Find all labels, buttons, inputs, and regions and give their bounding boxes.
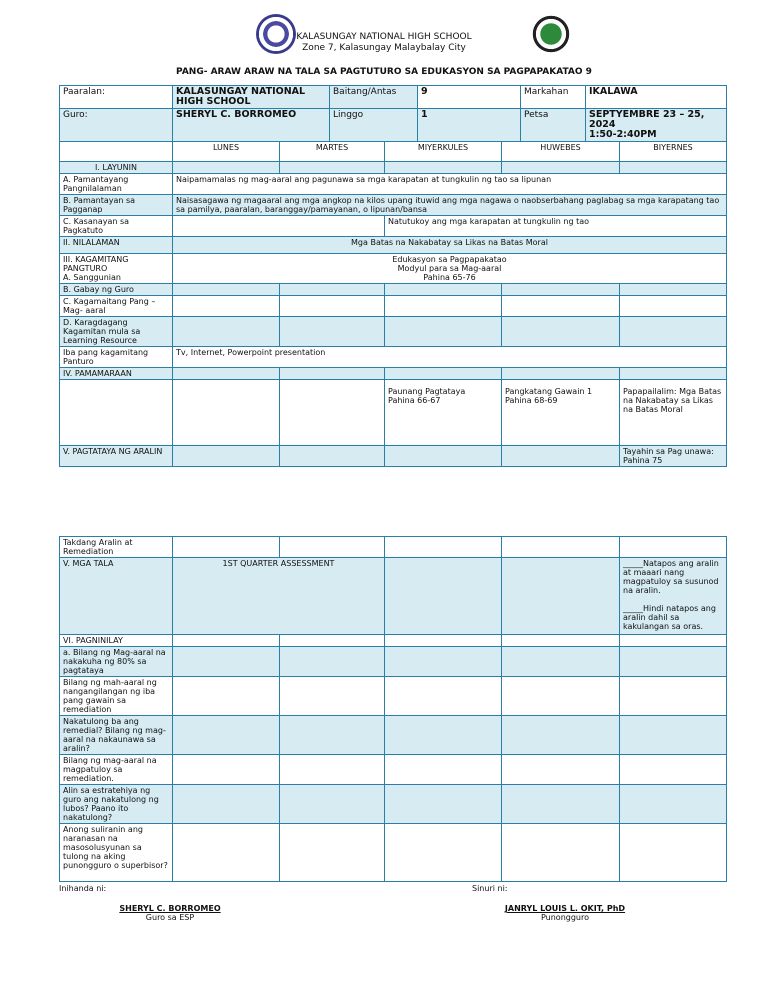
baitang-label: Baitang/Antas [330,86,418,109]
question-c: Nakatulong ba ang remedial? Bilang ng mag-aaral na nakaunawa sa aralin? [60,716,173,755]
pam-thu-line-1: Pangkatang Gawain 1 [505,387,593,396]
pagninilay-heading: VI. PAGNINILAY [60,635,173,647]
day-biyernes: BIYERNES [620,142,727,162]
checked-name: JANRYL LOUIS L. OKIT, PhD [504,904,626,913]
pamantayang-pangnilalaman-text: Naipamamalas ng mag-aaral ang pagunawa sa mga karapatan at tungkulin ng tao sa lipunan [173,174,727,195]
question-e: Alin sa estratehiya ng guro ang nakatulong ng lubos? Paano ito nakatulong? [60,785,173,824]
sanggunian-label: A. Sanggunian [63,273,121,282]
pamantayan-pagganap-label: B. Pamantayan sa Pagganap [60,195,173,216]
lesson-table [59,141,727,467]
nilalaman-label: II. NILALAMAN [60,237,173,254]
pamamaraan-wed [385,380,502,446]
kagamitang-mag-aaral-label: C. Kagamaitang Pang – Mag- aaral [60,296,173,317]
gabay-label: B. Gabay ng Guro [60,284,173,296]
day-huwebes: HUWEBES [502,142,620,162]
petsa-date: SEPTYEMBRE 23 – 25, 2024 [589,109,705,130]
assessment-text: 1ST QUARTER ASSESSMENT [173,558,385,635]
petsa-time: 1:50-2:40PM [589,129,657,140]
day-martes: MARTES [280,142,385,162]
takdang-label: Takdang Aralin at Remediation [60,537,173,558]
question-f: Anong suliranin ang naranasan na masosolusyunan sa tulong na aking punongguro o superbisor? [60,824,173,882]
tala-fri [620,558,727,635]
karagdagang-label: D. Karagdagang Kagamitan mula sa Learning Resource [60,317,173,347]
pamantayan-pagganap-text: Naisasagawa ng magaaral ang mga angkop na kilos upang ituwid ang mga nagawa o naobserbahang paglabag sa mga karapatang tao sa pamilya, paaralan, baranggay/pamayanan, o lipunan/bansa [173,195,727,216]
sanggunian-text [173,254,727,284]
mga-tala-label: V. MGA TALA [60,558,173,635]
page-title: PANG- ARAW ARAW NA TALA SA PAGTUTURO SA EDUKASYON SA PAGPAPAKATAO 9 [176,67,592,77]
tala-fri-1: _____Natapos ang aralin at maaari nang magpatuloy sa susunod na aralin. [623,559,719,595]
school-address: Zone 7, Kalasungay Malaybalay City [302,43,466,53]
markahan-label: Markahan [521,86,586,109]
pam-wed-line-1: Paunang Pagtataya [388,387,466,396]
pamantayang-pangnilalaman-label: A. Pamantayang Pangnilalaman [60,174,173,195]
question-a: a. Bilang ng Mag-aaral na nakakuha ng 80% sa pagtataya [60,647,173,677]
guro-value: SHERYL C. BORROMEO [173,109,330,142]
linggo-label: Linggo [330,109,418,142]
pagtataya-label: V. PAGTATAYA NG ARALIN [60,446,173,467]
pamamaraan-heading: IV. PAMAMARAAN [60,368,173,380]
pamamaraan-fri: Papapailalim: Mga Batas na Nakabatay sa Likas na Batas Moral [620,380,727,446]
sanggunian-line-1: Edukasyon sa Pagpapakatao [392,255,507,264]
nilalaman-text: Mga Batas na Nakabatay sa Likas na Batas Moral [173,237,727,254]
kagamitang-heading: III. KAGAMITANG PANGTURO [63,255,129,273]
linggo-value: 1 [418,109,521,142]
petsa-value [586,109,727,142]
layunin-heading: I. LAYUNIN [60,162,173,174]
kasanayan-label: C. Kasanayan sa Pagkatuto [60,216,173,237]
sanggunian-line-2: Modyul para sa Mag-aaral [397,264,502,273]
day-miyerkules: MIYERKULES [385,142,502,162]
pagtataya-fri: Tayahin sa Pag unawa: Pahina 75 [620,446,727,467]
reflection-table [59,536,727,882]
guro-label: Guro: [60,109,173,142]
checked-label: Sinuri ni: [472,884,508,893]
question-b: Bilang ng mah-aaral ng nangangilangan ng iba pang gawain sa remediation [60,677,173,716]
pam-thu-line-2: Pahina 68-69 [505,396,558,405]
sanggunian-line-3: Pahina 65-76 [423,273,476,282]
prepared-name: SHERYL C. BORROMEO [119,904,221,913]
kagamitang-label [60,254,173,284]
iba-pang-label: Iba pang kagamitang Panturo [60,347,173,368]
petsa-label: Petsa [521,109,586,142]
school-name: KALASUNGAY NATIONAL HIGH SCHOOL [296,32,472,42]
day-lunes: LUNES [173,142,280,162]
prepared-role: Guro sa ESP [145,913,195,922]
kasanayan-text: Natutukoy ang mga karapatan at tungkulin ng tao [385,216,727,237]
pam-wed-line-2: Pahina 66-67 [388,396,441,405]
paaralan-label: Paaralan: [60,86,173,109]
prepared-label: Inihanda ni: [59,884,107,893]
tala-fri-2: _____Hindi natapos ang aralin dahil sa kakulangan sa oras. [623,604,716,631]
paaralan-value: KALASUNGAY NATIONAL HIGH SCHOOL [173,86,330,109]
iba-pang-text: Tv, Internet, Powerpoint presentation [173,347,727,368]
question-d: Bilang ng mag-aaral na magpatuloy sa remediation. [60,755,173,785]
baitang-value: 9 [418,86,521,109]
checked-role: Punongguro [540,913,590,922]
markahan-value: IKALAWA [586,86,727,109]
pamamaraan-thu [502,380,620,446]
info-table [59,85,727,142]
